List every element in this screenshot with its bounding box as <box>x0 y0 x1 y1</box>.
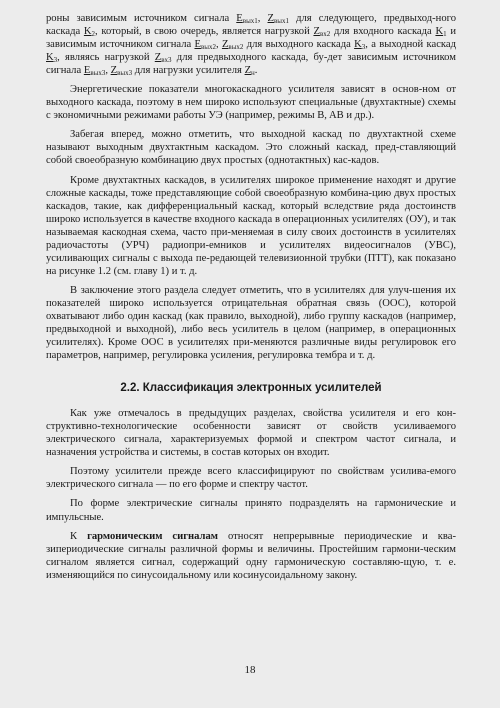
text-run: для выходного каскада <box>243 39 355 51</box>
subscript-text: вых1 <box>242 17 258 25</box>
text-run: , <box>215 39 222 51</box>
subscript-text: вых3 <box>117 69 133 78</box>
subscript-text: 1 <box>443 30 447 39</box>
text-run: Z <box>154 52 162 64</box>
text-run: Забегая вперед, можно отметить, что выходной каскад по двухтактной схеме называют выходным двухтактным каскадом. Это сложный каскад, пред-ставляющий собой своеобразную комбинацию двух простых (однотактных) кас-кадов. <box>46 129 456 167</box>
text-run: Z <box>267 13 274 24</box>
text-run: E <box>236 13 243 24</box>
text-run: К <box>70 530 88 542</box>
subscript-text: 2 <box>91 30 96 39</box>
text-run: K <box>354 39 362 51</box>
paragraph <box>46 174 456 278</box>
text-run: и зависимым источником сигнала <box>46 26 456 51</box>
subscript-text: н <box>251 69 255 78</box>
subscript-text: вых2 <box>200 43 216 52</box>
text-run: , а выходной каскад <box>365 39 456 51</box>
text-run: Кроме двухтактных каскадов, в усилителях широкое применение находят и другие сложные каскады, тоже представляющие собой своеобразную комбина-цию двух простых каскадов, такие, как дифференциальный каскад, который вследствие ряда достоинств широко используется в качестве входного каскада в операционных усилителях (ОУ), и так называемая каскодная схема, часто при-меняемая в силу своих достоинств в усилителях радиочастоты (УРЧ) радиопри-емников и усилителях видеосигналов (УВС), усиливающих сигналы с выхода пе-редающей телевизионной трубки (ПТТ), как показано на рисунке 1.2 (см. главу 1) и т. д. <box>46 174 456 277</box>
paragraph <box>46 530 456 582</box>
paragraph <box>46 12 456 77</box>
text-run: Z <box>244 65 252 77</box>
text-run: K <box>83 26 92 38</box>
subscript-text: вых2 <box>228 43 244 52</box>
subscript-text: 3 <box>53 56 58 65</box>
text-run: Z <box>110 65 118 77</box>
paragraph <box>46 128 456 167</box>
text-run: По форме электрические сигналы принято подразделять на гармонические и импульсные. <box>46 498 456 523</box>
paragraph <box>46 83 456 122</box>
text-run: , являясь нагрузкой <box>57 52 155 64</box>
subscript-text: вх3 <box>161 56 172 65</box>
subscript-text: 3 <box>361 43 366 52</box>
text-run: для следующего, предвыход-ного каскада <box>46 13 457 38</box>
text-run: Энергетические показатели многокаскадного усилителя зависят в основ-ном от выходного каскада, поэтому в нем широко используют специальные (двухтактные) схемы с экономичными режимами работы УЭ (например, режимы B, AB и др.). <box>46 84 456 122</box>
text-run: для нагрузки усилителя <box>132 65 245 77</box>
page-number: 18 <box>244 664 256 676</box>
bold-text: гармоническим сигналам <box>87 530 218 542</box>
text-run: , <box>105 65 111 77</box>
body-text-after-heading <box>46 407 456 582</box>
text-run: Поэтому усилители прежде всего классифицируют по свойствам усилива-емого электрического сигнала — по его форме и спектру частот. <box>46 466 456 491</box>
text-run: Как уже отмечалось в предыдущих разделах, свойства усилителя и его кон-структивно-технологические особенности зависят от свойств усиливаемого электрического сигнала, характеризуемых формой и спектром частот сигнала, и назначения устройства и системы, в состав которых он входит. <box>46 408 456 459</box>
paragraph <box>46 407 456 459</box>
text-run: Z <box>313 26 320 38</box>
text-run: E <box>83 65 91 77</box>
text-run: роны зависимым источником сигнала <box>46 13 237 24</box>
section-heading: 2.2. Классификация электронных усилителей <box>120 382 382 395</box>
text-run: , который, в свою очередь, является нагрузкой <box>95 26 314 38</box>
paragraph <box>46 284 456 362</box>
text-run: K <box>46 52 54 64</box>
text-run: для предвыходного каскада, бу-дет зависимым источником сигнала <box>46 52 456 77</box>
text-run: E <box>194 39 201 51</box>
text-run: , <box>257 13 268 24</box>
text-run: Z <box>221 39 229 51</box>
text-run: для входного каскада <box>330 26 436 38</box>
paragraph <box>46 465 456 491</box>
text-run: В заключение этого раздела следует отметить, что в усилителях для улуч-шения их показателей широко используется отрицательная обратная связь (ООС), которой охватывают либо один каскад (как правило, выходной), либо группу каскадов (например, предвыходной и выходной), либо весь усилитель в целом (например, в операционных усилителях). Кроме ООС в усилителях при-меняются различные виды регулировок его параметров, например, регулировка усиления, регулировка тембра и т. д. <box>46 284 456 362</box>
subscript-text: вх2 <box>319 30 331 39</box>
subscript-text: вых3 <box>90 69 106 78</box>
text-run: . <box>254 65 258 77</box>
subscript-text: вых1 <box>274 17 290 25</box>
text-run: относят непрерывные периодические и ква-зипериодические сигналы различной формы и величины. Простейшим гармони-ческим сигналом является сигнал, содержащий одну гармоническую составляю-щую, т. е. изменяющийся по синусоидальному или косинусоидальному закону. <box>46 530 456 581</box>
body-text-before-heading <box>46 12 456 362</box>
paragraph <box>46 497 456 523</box>
text-run: K <box>435 26 444 38</box>
